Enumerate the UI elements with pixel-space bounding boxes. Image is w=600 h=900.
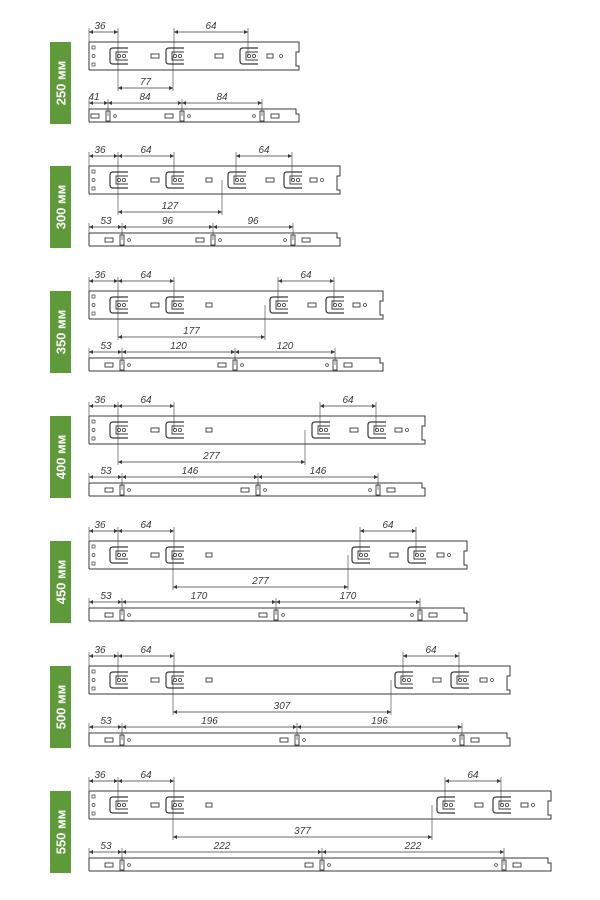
rivet <box>495 864 498 867</box>
rail-7 <box>89 770 551 871</box>
dim-bottom-mid: 146 <box>181 466 199 477</box>
dim-first: 36 <box>94 520 106 531</box>
dim-bottom-first: 53 <box>100 716 112 727</box>
length-tag-text: 400 мм <box>53 434 68 480</box>
bottom-rail-end <box>504 733 510 746</box>
dim-pitch: 64 <box>382 520 394 531</box>
rivet <box>92 687 95 690</box>
top-rail-end <box>506 666 510 694</box>
dim-first: 36 <box>94 770 106 781</box>
rivet <box>92 804 95 807</box>
dim-pitch: 64 <box>205 21 217 32</box>
length-tag <box>50 42 71 124</box>
rivet <box>491 679 494 682</box>
rail-3 <box>89 270 383 371</box>
mount-loop-hole <box>122 803 125 806</box>
rivet <box>219 239 222 242</box>
slot <box>513 863 521 867</box>
rail-1 <box>88 21 299 122</box>
dim-pitch: 64 <box>425 645 437 656</box>
dim-bottom-mid: 96 <box>161 216 174 227</box>
top-rail-end <box>295 42 299 70</box>
rivet <box>92 46 95 49</box>
rivet <box>92 295 95 298</box>
length-tag-text: 300 мм <box>53 184 68 230</box>
dim-bottom-mid: 120 <box>276 341 294 352</box>
top-rail-end <box>379 291 383 319</box>
rivet <box>92 429 95 432</box>
mount-loop-hole <box>380 428 383 431</box>
slot <box>387 488 395 492</box>
slot <box>353 303 360 307</box>
dim-bottom-first: 53 <box>100 591 112 602</box>
slot <box>266 178 274 182</box>
dim-first: 36 <box>94 145 106 156</box>
rivet <box>92 437 95 440</box>
rivet <box>326 364 329 367</box>
mount-loop-hole <box>463 678 466 681</box>
mount-loop-hole <box>178 428 181 431</box>
rivet <box>92 179 95 182</box>
dim-first: 36 <box>94 270 106 281</box>
slot <box>91 114 99 118</box>
dim-pitch: 64 <box>467 770 479 781</box>
slot <box>165 114 173 118</box>
slot <box>429 613 437 617</box>
length-tag <box>50 166 71 248</box>
rivet <box>128 864 131 867</box>
slot <box>480 678 487 682</box>
dim-pitch: 64 <box>140 770 152 781</box>
length-tag-text: 250 мм <box>53 60 68 106</box>
rivet <box>92 420 95 423</box>
dim-span: 277 <box>252 576 269 587</box>
slot <box>471 738 479 742</box>
dim-pitch: 64 <box>258 145 270 156</box>
slot <box>215 54 223 58</box>
rivet <box>92 55 95 58</box>
dim-bottom-mid: 196 <box>201 716 218 727</box>
rivet <box>114 115 117 118</box>
mount-loop-hole <box>122 428 125 431</box>
mount-loop-hole <box>449 803 452 806</box>
length-tag-text: 550 мм <box>53 809 68 855</box>
slot <box>206 678 212 682</box>
dim-span: 177 <box>183 326 200 337</box>
slot <box>105 363 113 367</box>
dim-span: 377 <box>294 826 311 837</box>
slot <box>390 553 398 557</box>
rivet <box>92 63 95 66</box>
slot <box>105 863 113 867</box>
length-tag-text: 450 мм <box>53 559 68 605</box>
dim-bottom-mid: 120 <box>170 341 187 352</box>
dim-bottom-mid: 170 <box>339 591 357 602</box>
mount-loop-hole <box>505 803 508 806</box>
rivet <box>92 679 95 682</box>
mount-loop-hole <box>178 803 181 806</box>
length-tag <box>50 791 71 873</box>
length-tag <box>50 291 71 373</box>
slot <box>302 238 310 242</box>
top-rail-end <box>336 166 340 194</box>
mount-loop-hole <box>364 553 367 556</box>
slot <box>151 428 159 432</box>
rivet <box>92 812 95 815</box>
slot <box>206 428 212 432</box>
rivet <box>92 670 95 673</box>
mount-loop-hole <box>282 303 285 306</box>
rivet <box>411 614 414 617</box>
slot <box>521 803 528 807</box>
mount-loop-hole <box>240 178 243 181</box>
rivet <box>128 614 131 617</box>
mount-loop-hole <box>178 178 181 181</box>
dim-span: 307 <box>273 701 291 712</box>
dim-pitch: 64 <box>140 145 152 156</box>
rivet <box>364 304 367 307</box>
mount-loop-hole <box>178 553 181 556</box>
slot <box>218 363 226 367</box>
mount-loop-hole <box>338 303 341 306</box>
slot <box>308 303 316 307</box>
slot <box>280 738 288 742</box>
mount-loop-hole <box>122 553 125 556</box>
rivet <box>128 364 131 367</box>
slot <box>151 553 159 557</box>
dim-bottom-mid: 170 <box>190 591 208 602</box>
dim-first: 36 <box>94 395 106 406</box>
rivet <box>328 864 331 867</box>
slot <box>151 803 159 807</box>
dim-bottom-first: 53 <box>100 466 112 477</box>
rivet <box>532 804 535 807</box>
dim-first: 36 <box>94 645 106 656</box>
rivet <box>92 795 95 798</box>
slot <box>151 178 159 182</box>
slot <box>206 303 212 307</box>
slot <box>206 178 212 182</box>
dim-pitch: 64 <box>300 270 312 281</box>
slot <box>305 863 313 867</box>
rivet <box>241 364 244 367</box>
rivet <box>284 239 287 242</box>
slot <box>151 678 159 682</box>
mount-loop-hole <box>296 178 299 181</box>
slot <box>105 488 113 492</box>
rail-2 <box>89 145 340 246</box>
dim-pitch: 64 <box>140 520 152 531</box>
dim-bottom-first: 53 <box>100 216 112 227</box>
dim-span: 277 <box>203 451 220 462</box>
slot <box>433 678 441 682</box>
rivet <box>280 55 283 58</box>
rail-5 <box>89 520 467 621</box>
dim-bottom-mid: 96 <box>247 216 259 227</box>
mount-loop-hole <box>407 678 410 681</box>
rivet <box>453 739 456 742</box>
dim-bottom-first: 53 <box>100 341 112 352</box>
dim-pitch: 64 <box>140 645 152 656</box>
length-tag <box>50 416 71 498</box>
dim-bottom-first: 53 <box>100 841 112 852</box>
mount-loop-hole <box>324 428 327 431</box>
slot <box>105 738 113 742</box>
dim-bottom-mid: 146 <box>309 466 327 477</box>
slot <box>241 488 249 492</box>
rivet <box>303 739 306 742</box>
dim-span: 77 <box>139 77 152 88</box>
rivet <box>128 489 131 492</box>
length-tag-text: 500 мм <box>53 684 68 730</box>
slot <box>395 428 402 432</box>
rivet <box>92 545 95 548</box>
rivet <box>92 562 95 565</box>
slot <box>151 54 159 58</box>
slot <box>151 303 159 307</box>
rail-6 <box>89 645 510 746</box>
bottom-rail-end <box>293 109 299 122</box>
mount-loop-hole <box>122 54 125 57</box>
bottom-rail-end <box>461 608 467 621</box>
mount-loop-hole <box>122 303 125 306</box>
rivet <box>188 115 191 118</box>
slot <box>271 114 279 118</box>
slot <box>259 613 267 617</box>
dim-bottom-mid: 222 <box>213 841 231 852</box>
bottom-rail-end <box>419 483 425 496</box>
rivet <box>92 554 95 557</box>
slot <box>350 428 358 432</box>
bottom-rail-end <box>334 233 340 246</box>
bottom-rail-end <box>545 858 551 871</box>
dim-pitch: 64 <box>140 270 152 281</box>
mount-loop-hole <box>178 54 181 57</box>
rivet <box>369 489 372 492</box>
dim-span: 127 <box>161 201 179 212</box>
mount-loop-hole <box>178 678 181 681</box>
rail-4 <box>89 395 425 496</box>
length-tag <box>50 541 71 623</box>
dim-first: 36 <box>94 21 106 32</box>
bottom-rail-end <box>377 358 383 371</box>
mount-loop-hole <box>122 178 125 181</box>
slot <box>475 803 483 807</box>
rivet <box>92 187 95 190</box>
length-tag <box>50 666 71 748</box>
dim-bottom-mid: 196 <box>371 716 388 727</box>
dim-bottom-mid: 84 <box>216 92 228 103</box>
slot <box>344 363 352 367</box>
dim-bottom-mid: 84 <box>139 92 151 103</box>
length-tag-text: 350 мм <box>53 309 68 355</box>
slot <box>437 553 444 557</box>
rivet <box>406 429 409 432</box>
slot <box>105 613 113 617</box>
rivet <box>448 554 451 557</box>
rivet <box>92 312 95 315</box>
mount-loop-hole <box>252 54 255 57</box>
dim-bottom-mid: 222 <box>404 841 422 852</box>
rivet <box>92 304 95 307</box>
slot <box>196 238 204 242</box>
top-rail-end <box>421 416 425 444</box>
rivet <box>282 614 285 617</box>
slot <box>105 238 113 242</box>
rivet <box>253 115 256 118</box>
top-rail-end <box>463 541 467 569</box>
slot <box>267 54 273 58</box>
slot <box>206 803 212 807</box>
slot <box>310 178 317 182</box>
rivet <box>321 179 324 182</box>
rivet <box>128 239 131 242</box>
dim-pitch: 64 <box>342 395 354 406</box>
rivet <box>128 739 131 742</box>
dim-pitch: 64 <box>140 395 152 406</box>
mount-loop-hole <box>122 678 125 681</box>
dim-bottom-first: 41 <box>88 92 100 103</box>
slot <box>206 553 212 557</box>
rivet <box>264 489 267 492</box>
top-rail-end <box>547 791 551 819</box>
mount-loop-hole <box>420 553 423 556</box>
mount-loop-hole <box>178 303 181 306</box>
rivet <box>92 170 95 173</box>
